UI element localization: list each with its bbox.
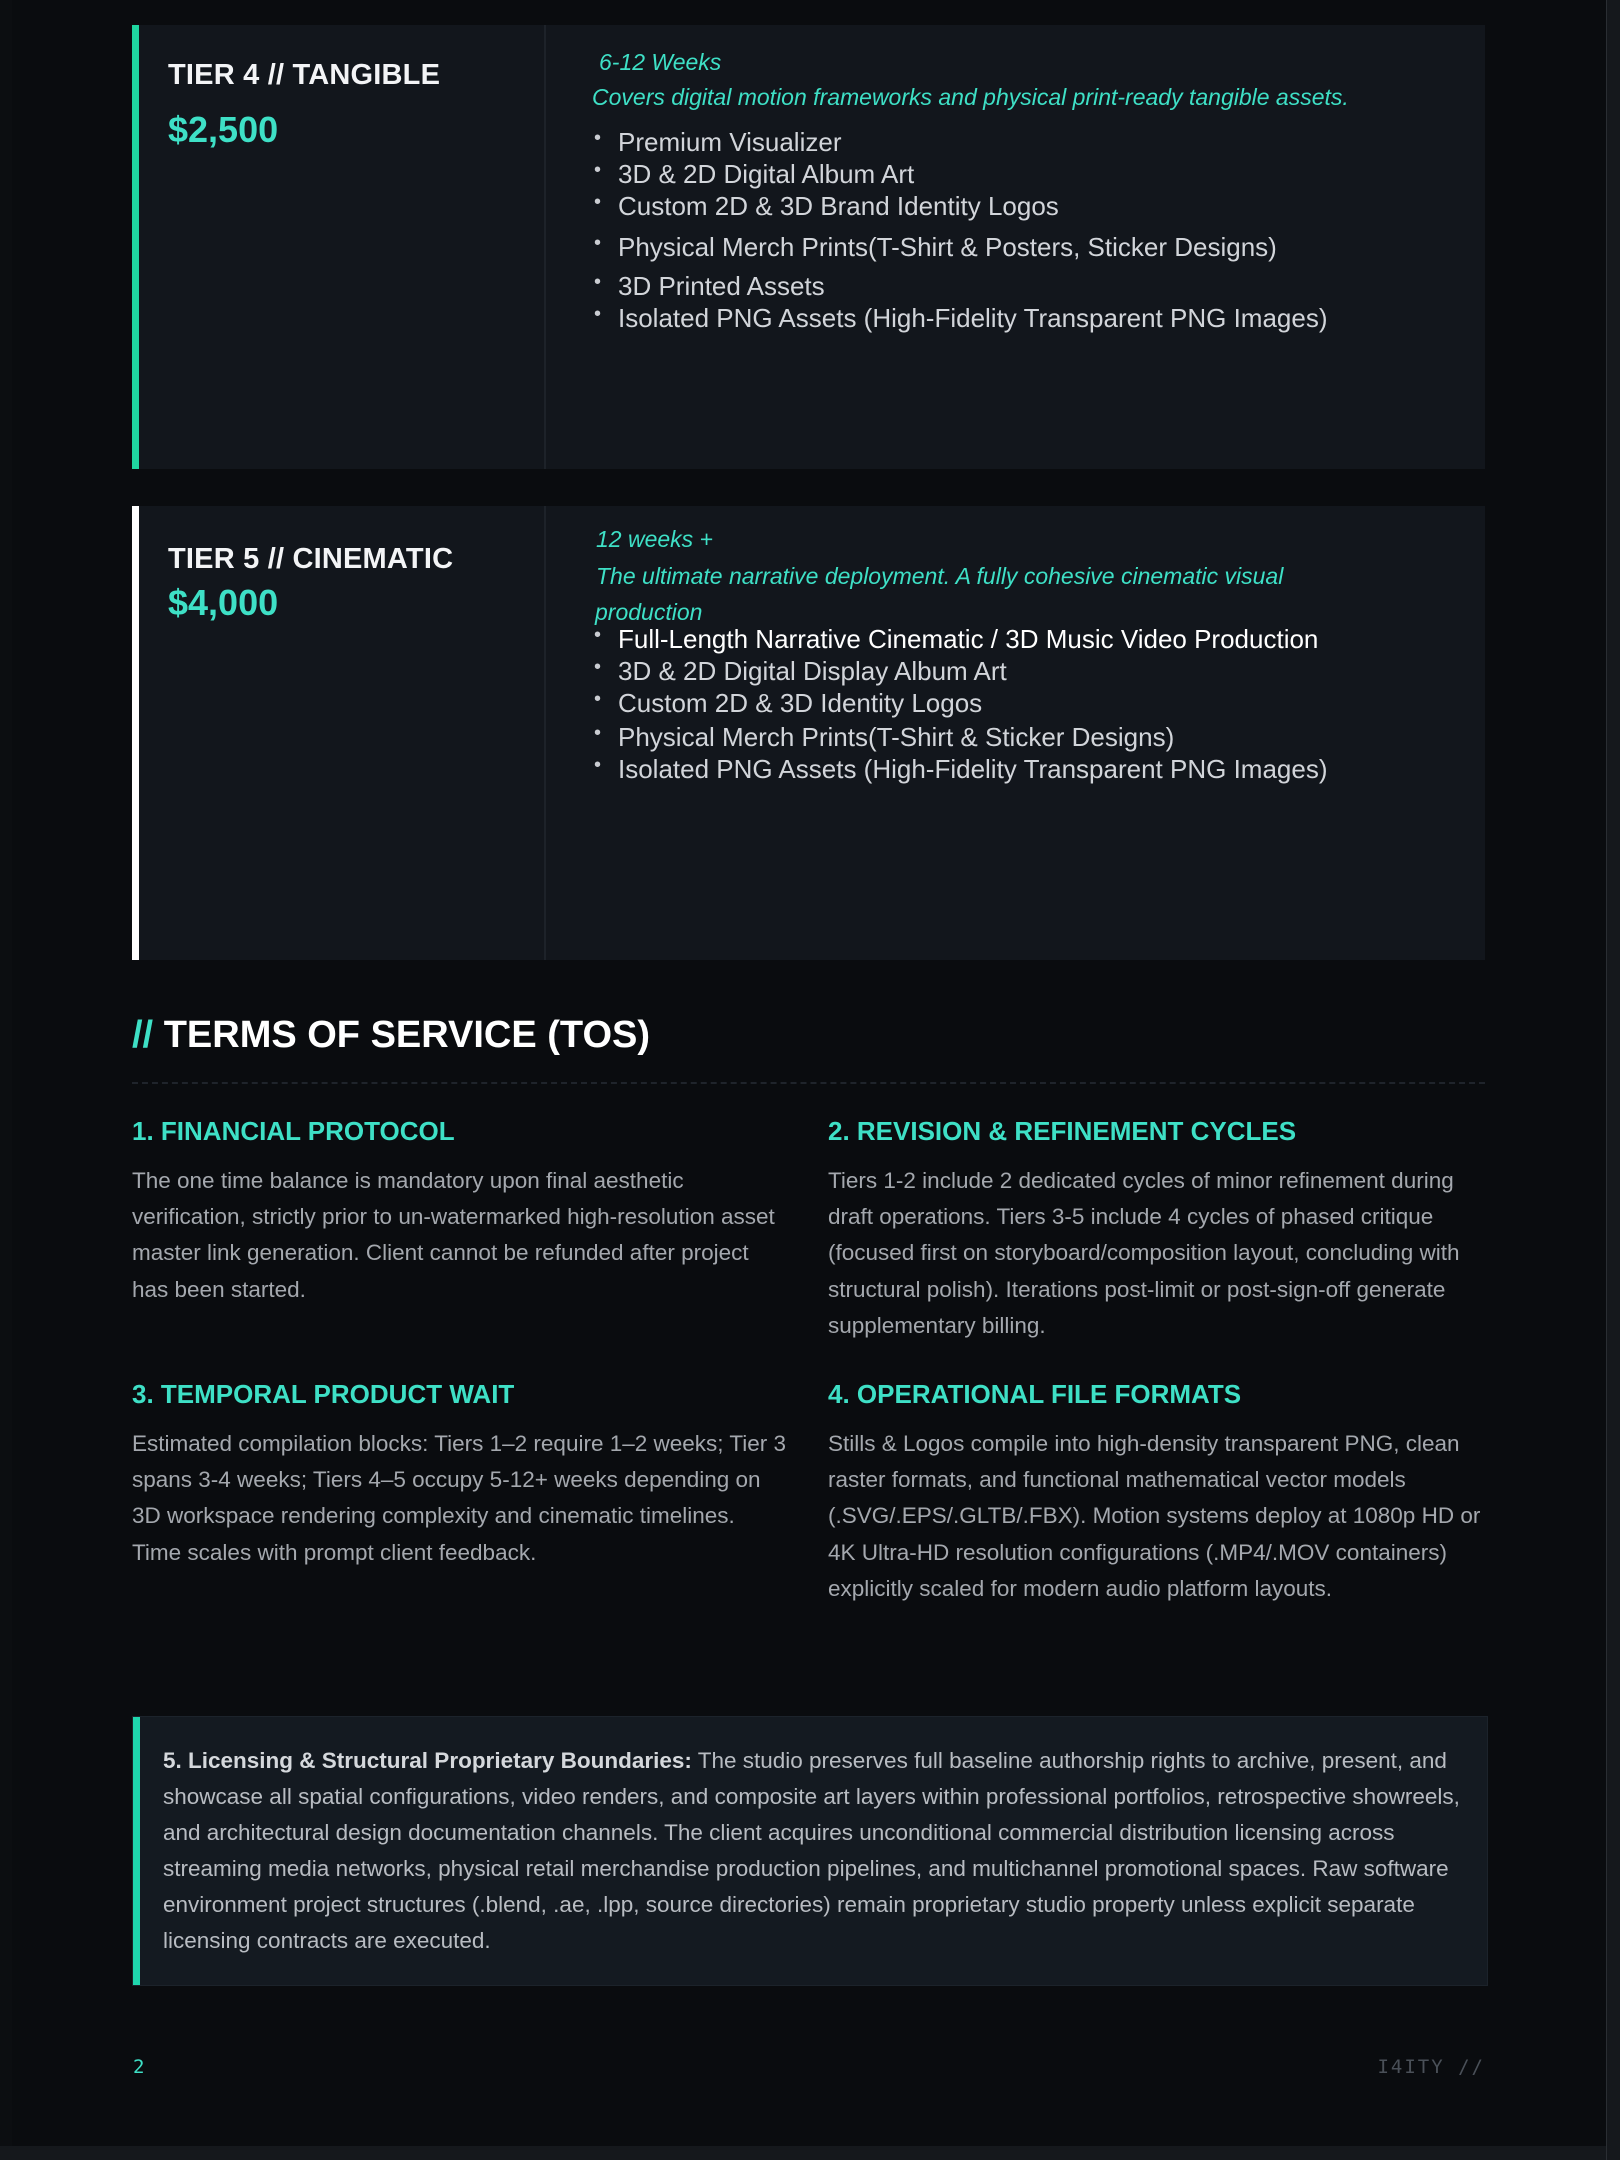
tier-5-accent-bar [132, 506, 139, 960]
tier-5-divider [544, 506, 546, 960]
tier-4-accent-bar [132, 25, 139, 469]
feature-item: • Physical Merch Prints(T-Shirt & Sticker Designs) [594, 722, 1328, 754]
tos-section-2-heading: 2. REVISION & REFINEMENT CYCLES [828, 1116, 1297, 1146]
tos-section-3-body: Estimated compilation blocks: Tiers 1–2 require 1–2 weeks; Tier 3 spans 3-4 weeks; Tiers 4–5 occupy 5-12+ weeks depending on 3D workspace rendering complexity and cinematic timelines. Time scales with prompt client feedback. [132, 1431, 787, 1565]
viewer-scrollbar-track[interactable] [1606, 0, 1620, 2160]
feature-item: • Isolated PNG Assets (High-Fidelity Transparent PNG Images) [594, 754, 1328, 786]
tos-heading-text: TERMS OF SERVICE (TOS) [163, 1014, 651, 1056]
feature-item: • 3D & 2D Digital Display Album Art [594, 656, 1328, 688]
feature-item: • Premium Visualizer [594, 127, 1328, 159]
tos-section-1-heading: 1. FINANCIAL PROTOCOL [132, 1116, 455, 1146]
tier-4-duration: 6-12 Weeks [599, 49, 722, 75]
tier-5-description-line-2: production [595, 599, 703, 625]
licensing-text [163, 1743, 1463, 1959]
tos-heading [132, 1014, 650, 1057]
tos-section-4-heading: 4. OPERATIONAL FILE FORMATS [828, 1379, 1242, 1409]
tier-4-feature-list [594, 127, 1328, 335]
licensing-body: The studio preserves full baseline authorship rights to archive, present, and showcase all spatial configurations, video renders, and composite art layers within professional portfolios, retrospective showreels, and architectural design documentation channels. The client acquires unconditional commercial distribution licensing across streaming media networks, physical retail merchandise production pipelines, and multichannel promotional spaces. Raw software environment project structures (.blend, .ae, .lpp, source directories) remain proprietary studio property unless explicit separate licensing contracts are executed. [163, 1748, 1460, 1953]
feature-item: • 3D & 2D Digital Album Art [594, 159, 1328, 191]
tos-section-1-body: The one time balance is mandatory upon final aesthetic verification, strictly prior to un-watermarked high-resolution asset master link generation. Client cannot be refunded after project has been started. [132, 1168, 775, 1302]
tier-4-price: $2,500 [168, 109, 279, 150]
licensing-label: 5. Licensing & Structural Proprietary Boundaries: [163, 1748, 692, 1773]
tier-5-price: $4,000 [168, 582, 279, 623]
tos-section-3-heading: 3. TEMPORAL PRODUCT WAIT [132, 1379, 515, 1409]
brand-mark: I4ITY // [1377, 2056, 1485, 2078]
viewer-bottom-edge [0, 2146, 1606, 2160]
tier-4-description: Covers digital motion frameworks and physical print-ready tangible assets. [592, 84, 1349, 110]
feature-item: • Full-Length Narrative Cinematic / 3D Music Video Production [594, 624, 1328, 656]
tos-section-4-body: Stills & Logos compile into high-density transparent PNG, clean raster formats, and functional mathematical vector models (.SVG/.EPS/.GLTB/.FBX). Motion systems deploy at 1080p HD or 4K Ultra-HD resolution configurations (.MP4/.MOV containers) explicitly scaled for modern audio platform layouts. [828, 1431, 1481, 1601]
tier-5-duration: 12 weeks + [596, 526, 713, 552]
tier-5-description-line-1: The ultimate narrative deployment. A fully cohesive cinematic visual [596, 563, 1284, 589]
tier-4-card [132, 25, 1485, 469]
tos-heading-slash: // [132, 1014, 154, 1056]
licensing-accent-bar [133, 1717, 140, 1985]
tos-section-2-body: Tiers 1-2 include 2 dedicated cycles of minor refinement during draft operations. Tiers 3-5 include 4 cycles of phased critique (focused first on storyboard/composition layout, concluding with structural polish). Iterations post-limit or post-sign-off generate supplementary billing. [828, 1168, 1460, 1338]
feature-item: • 3D Printed Assets [594, 271, 1328, 303]
page-number: 2 [133, 2056, 145, 2078]
document-page [12, 0, 1606, 2146]
feature-item: • Physical Merch Prints(T-Shirt & Posters, Sticker Designs) [594, 232, 1328, 271]
feature-item: • Custom 2D & 3D Identity Logos [594, 688, 1328, 722]
feature-item: • Custom 2D & 3D Brand Identity Logos [594, 191, 1328, 232]
licensing-callout [132, 1716, 1488, 1986]
feature-item: • Isolated PNG Assets (High-Fidelity Transparent PNG Images) [594, 303, 1328, 335]
tier-4-name: TIER 4 // TANGIBLE [168, 59, 441, 91]
tier-5-card [132, 506, 1485, 960]
tier-5-name: TIER 5 // CINEMATIC [168, 543, 454, 575]
tier-5-feature-list [594, 624, 1328, 786]
tier-4-divider [544, 25, 546, 469]
tos-divider [132, 1082, 1485, 1084]
